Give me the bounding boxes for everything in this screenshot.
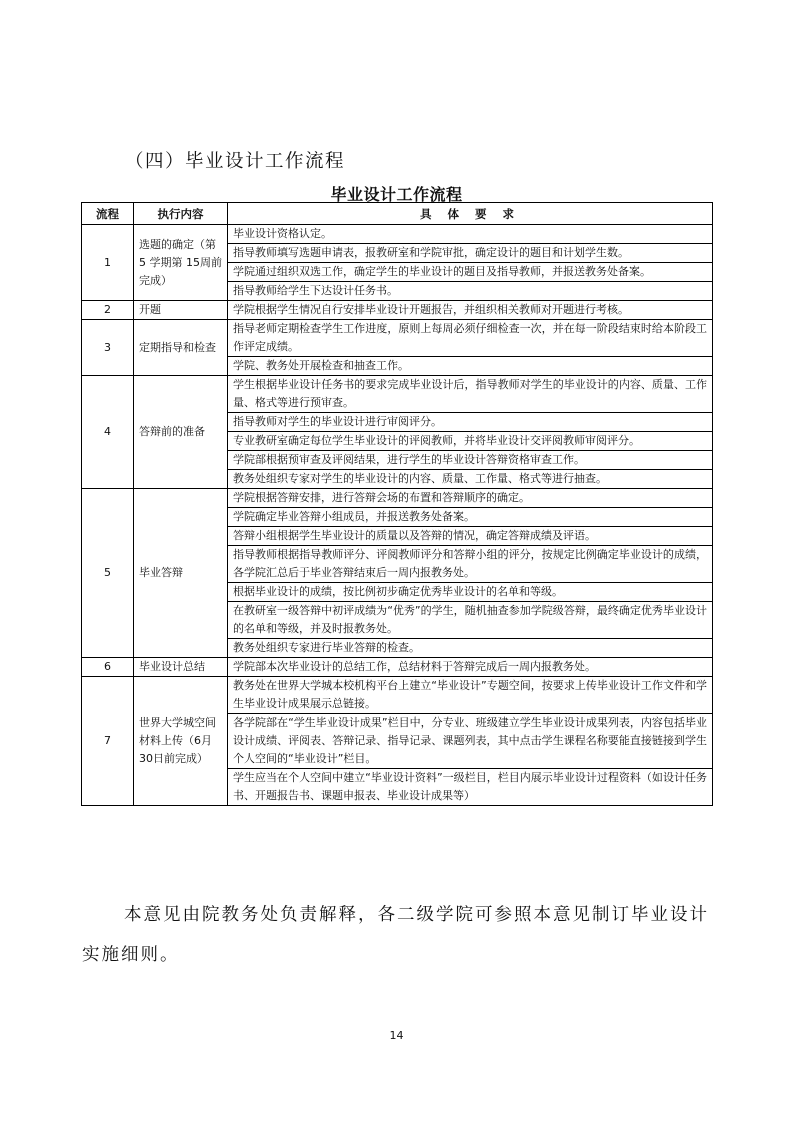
column-header-requirements: 具 体 要 求	[228, 203, 713, 225]
table-row	[82, 677, 713, 714]
requirement-item: 教务处在世界大学城本校机构平台上建立“毕业设计”专题空间，按要求上传毕业设计工作文件和学生毕业设计成果展示总链接。	[228, 677, 713, 714]
requirement-item: 学院根据学生情况自行安排毕业设计开题报告，并组织相关教师对开题进行考核。	[228, 301, 713, 320]
step-content: 世界大学城空间材料上传（6月30日前完成）	[134, 677, 228, 806]
requirement-item: 各学院部在“学生毕业设计成果”栏目中，分专业、班级建立学生毕业设计成果列表，内容包括毕业设计成绩、评阅表、答辩记录、指导记录、课题列表，其中点击学生课程名称要能直接链接到学生个人空间的“毕业设计”栏目。	[228, 714, 713, 769]
requirement-item: 指导教师给学生下达设计任务书。	[228, 282, 713, 301]
section-heading: （四）毕业设计工作流程	[125, 151, 346, 172]
requirement-item: 学院通过组织双选工作，确定学生的毕业设计的题目及指导教师，并报送教务处备案。	[228, 263, 713, 282]
table-row	[82, 301, 713, 320]
step-content: 毕业设计总结	[134, 658, 228, 677]
requirement-item: 指导老师定期检查学生工作进度，原则上每周必须仔细检查一次，并在每一阶段结束时给本阶段工作评定成绩。	[228, 320, 713, 357]
step-content: 选题的确定（第 5 学期第 15周前完成）	[134, 225, 228, 301]
column-header-content: 执行内容	[134, 203, 228, 225]
requirement-item: 学院部根据预审查及评阅结果，进行学生的毕业设计答辩资格审查工作。	[228, 451, 713, 470]
table-row	[82, 225, 713, 244]
page-number: 14	[389, 1029, 404, 1042]
requirement-item: 教务处组织专家对学生的毕业设计的内容、质量、工作量、格式等进行抽查。	[228, 470, 713, 489]
requirement-item: 答辩小组根据学生毕业设计的质量以及答辩的情况，确定答辩成绩及评语。	[228, 527, 713, 546]
requirement-item: 指导教师填写选题申请表，报教研室和学院审批，确定设计的题目和计划学生数。	[228, 244, 713, 263]
requirement-item: 指导教师对学生的毕业设计进行审阅评分。	[228, 413, 713, 432]
closing-paragraph: 本意见由院教务处负责解释，各二级学院可参照本意见制订毕业设计实施细则。	[82, 905, 709, 965]
requirement-item: 学院、教务处开展检查和抽查工作。	[228, 357, 713, 376]
requirement-item: 学院确定毕业答辩小组成员，并报送教务处备案。	[228, 508, 713, 527]
requirement-item: 毕业设计资格认定。	[228, 225, 713, 244]
step-number: 6	[82, 658, 134, 677]
table-title: 毕业设计工作流程	[330, 185, 463, 204]
step-content: 开题	[134, 301, 228, 320]
table-row	[82, 489, 713, 508]
table-row	[82, 320, 713, 357]
requirement-item: 指导教师根据指导教师评分、评阅教师评分和答辩小组的评分，按规定比例确定毕业设计的成绩，各学院汇总后于毕业答辩结束后一周内报教务处。	[228, 546, 713, 583]
step-number: 7	[82, 677, 134, 806]
step-number: 1	[82, 225, 134, 301]
step-number: 4	[82, 376, 134, 489]
table-header-row	[82, 203, 713, 225]
workflow-table	[81, 202, 713, 806]
requirement-item: 学院根据答辩安排，进行答辩会场的布置和答辩顺序的确定。	[228, 489, 713, 508]
table-row	[82, 376, 713, 413]
column-header-step: 流程	[82, 203, 134, 225]
step-number: 2	[82, 301, 134, 320]
requirement-item: 教务处组织专家进行毕业答辩的检查。	[228, 639, 713, 658]
requirement-item: 在教研室一级答辩中初评成绩为“优秀”的学生，随机抽查参加学院级答辩，最终确定优秀毕业设计的名单和等级，并及时报教务处。	[228, 602, 713, 639]
requirement-item: 学生根据毕业设计任务书的要求完成毕业设计后，指导教师对学生的毕业设计的内容、质量、工作量、格式等进行预审查。	[228, 376, 713, 413]
step-content: 答辩前的准备	[134, 376, 228, 489]
requirement-item: 专业教研室确定每位学生毕业设计的评阅教师，并将毕业设计交评阅教师审阅评分。	[228, 432, 713, 451]
requirement-item: 学生应当在个人空间中建立“毕业设计资料”一级栏目，栏目内展示毕业设计过程资料（如设计任务书、开题报告书、课题申报表、毕业设计成果等）	[228, 769, 713, 806]
requirement-item: 根据毕业设计的成绩，按比例初步确定优秀毕业设计的名单和等级。	[228, 583, 713, 602]
step-number: 5	[82, 489, 134, 658]
step-number: 3	[82, 320, 134, 376]
requirement-item: 学院部本次毕业设计的总结工作，总结材料于答辩完成后一周内报教务处。	[228, 658, 713, 677]
step-content: 定期指导和检查	[134, 320, 228, 376]
step-content: 毕业答辩	[134, 489, 228, 658]
table-row	[82, 658, 713, 677]
